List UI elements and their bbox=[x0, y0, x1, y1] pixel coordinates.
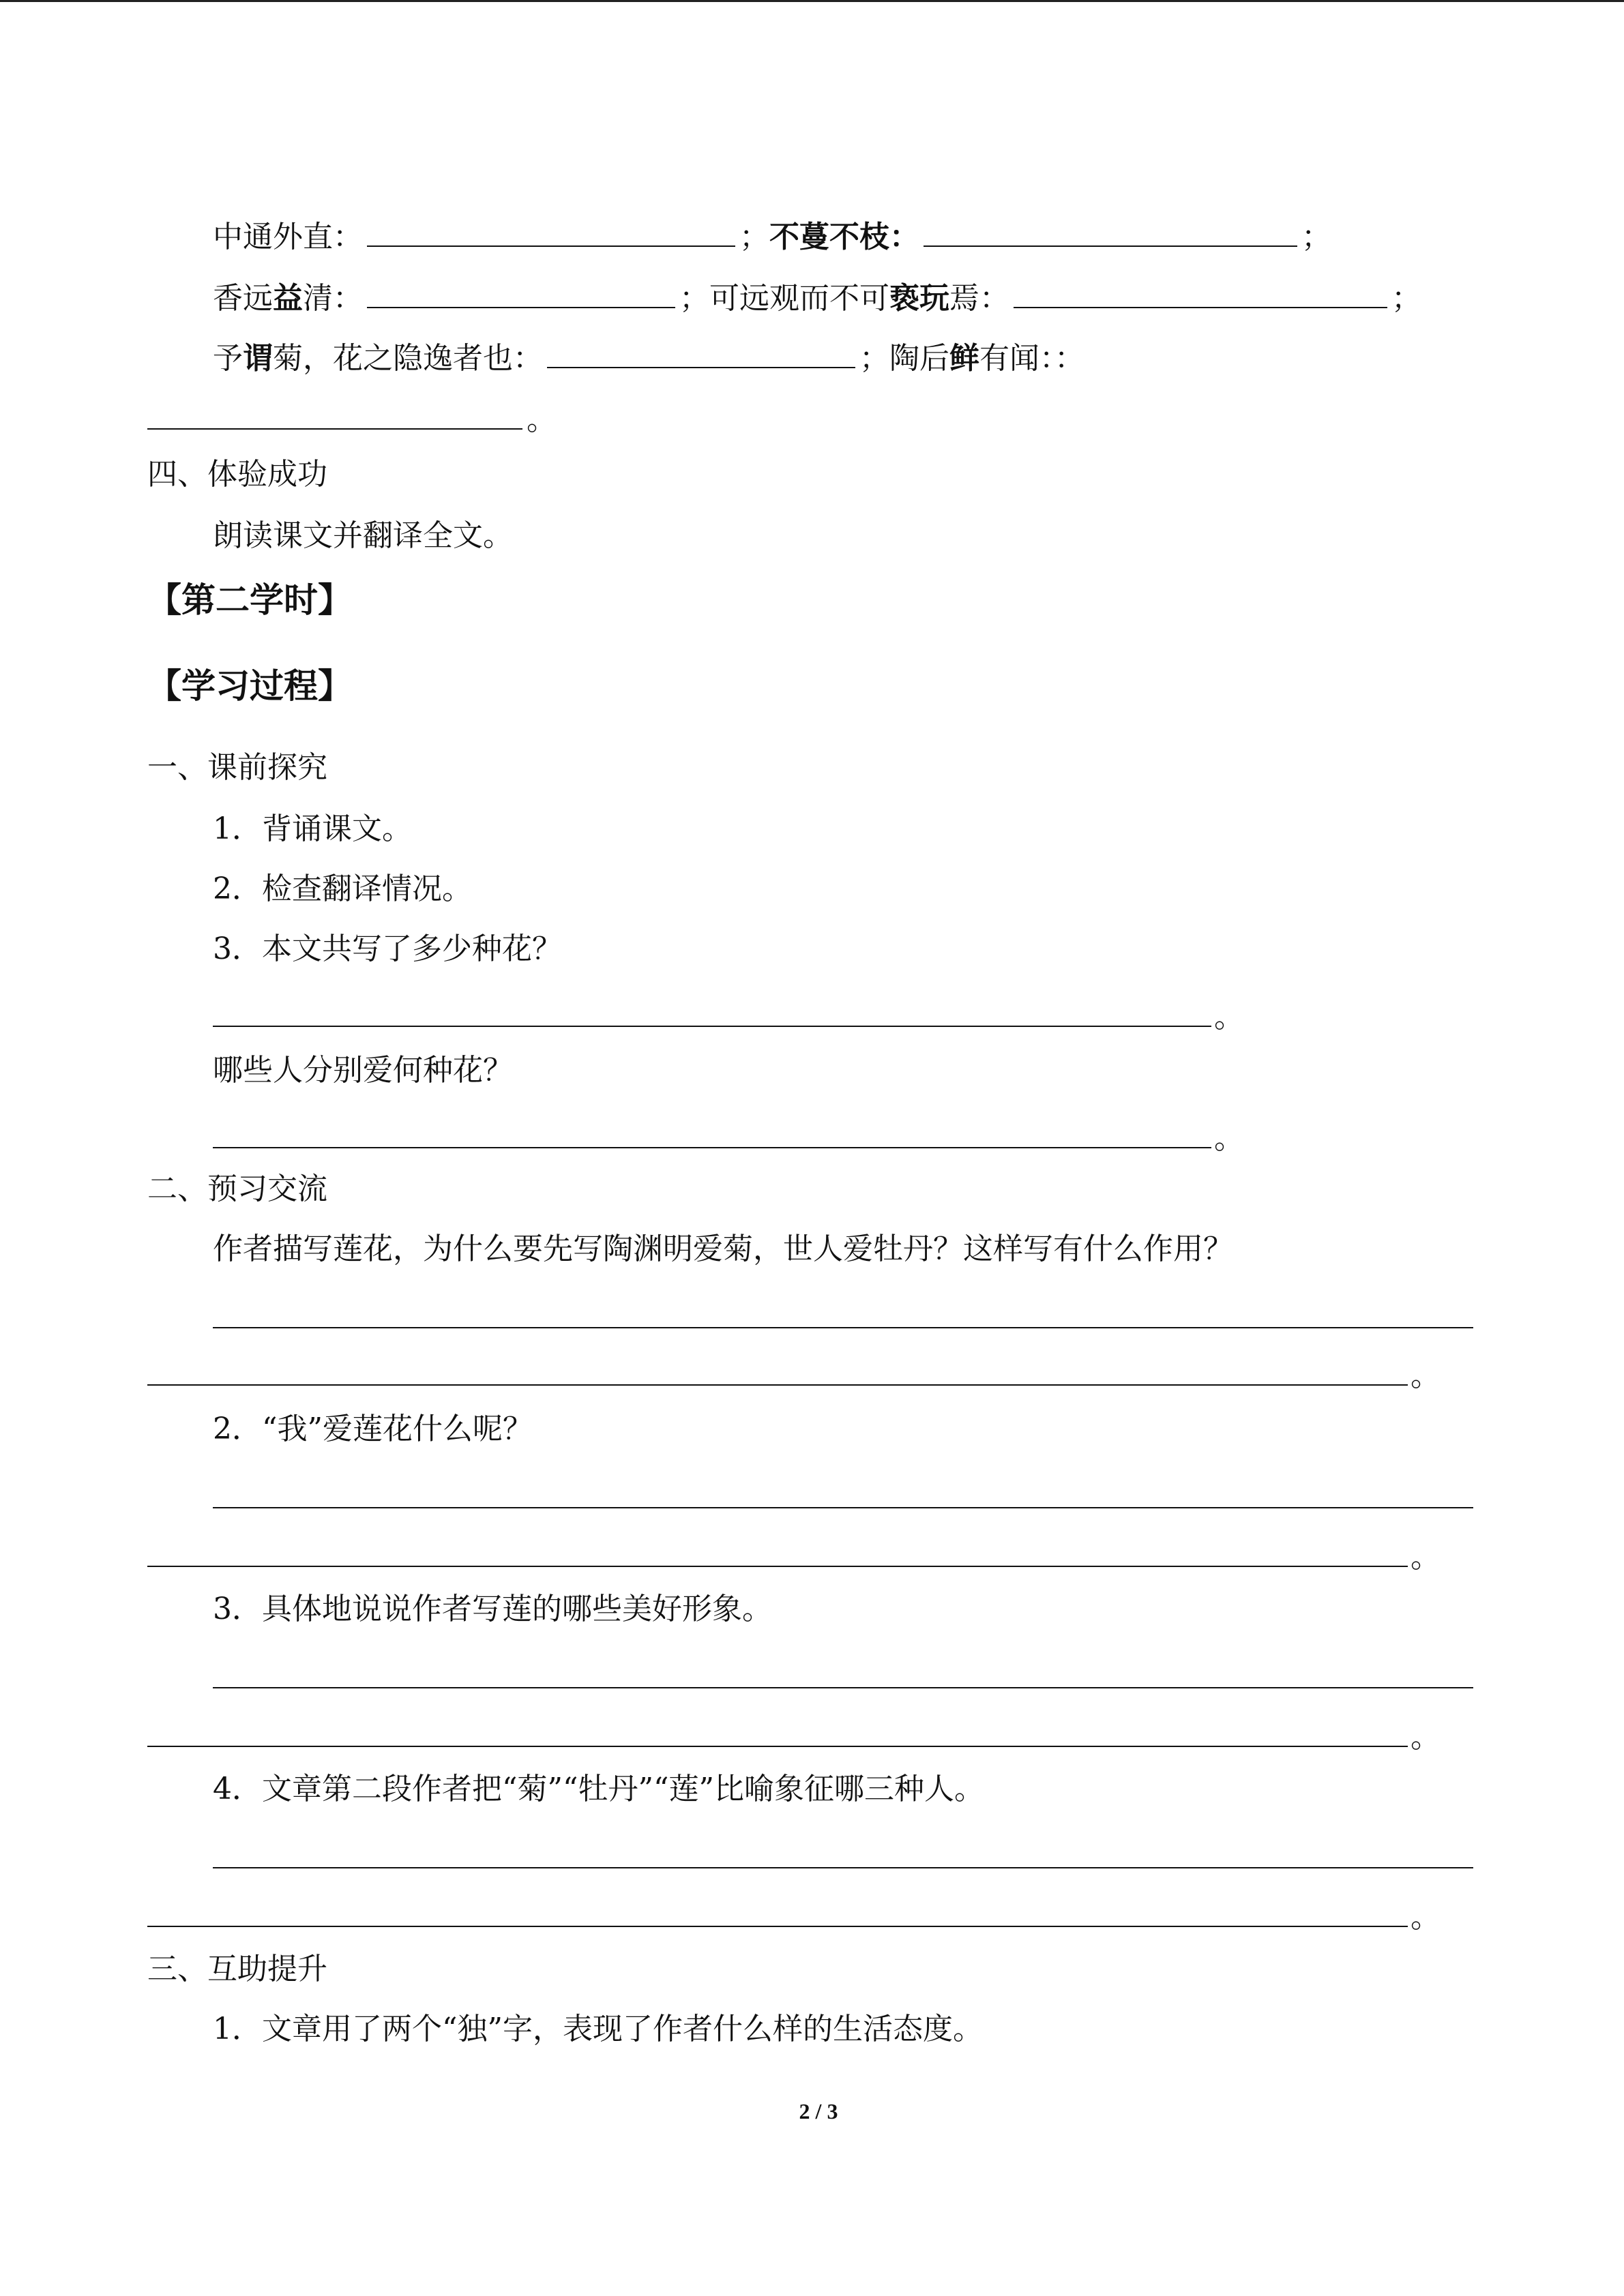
separator: ； bbox=[1391, 281, 1421, 316]
answer-line[interactable] bbox=[213, 1867, 1473, 1868]
key-char: 亵玩 bbox=[889, 281, 949, 316]
question: 哪些人分别爱何种花？ bbox=[213, 1053, 513, 1088]
key-char: 益 bbox=[273, 281, 303, 316]
answer-line[interactable] bbox=[213, 1327, 1473, 1328]
period: 。 bbox=[1411, 1358, 1441, 1393]
vocab-row-3 bbox=[213, 337, 1084, 378]
answer-blank[interactable] bbox=[147, 398, 522, 430]
section-title: 四、体验成功 bbox=[147, 457, 327, 492]
vocab-text: 清： bbox=[303, 281, 363, 316]
answer-line[interactable] bbox=[213, 1507, 1473, 1508]
instruction-text: 朗读课文并翻译全文。 bbox=[213, 518, 513, 553]
period: 。 bbox=[527, 402, 557, 437]
vocab-text: 香远 bbox=[213, 281, 273, 316]
question: 1．文章用了两个“独”字，表现了作者什么样的生活态度。 bbox=[213, 2012, 983, 2046]
answer-line[interactable] bbox=[147, 1384, 1408, 1386]
answer-blank[interactable] bbox=[547, 337, 855, 368]
section-title: 一、课前探究 bbox=[147, 750, 327, 785]
question: 1．背诵课文。 bbox=[213, 811, 412, 846]
question: 4．文章第二段作者把“菊”“牡丹”“莲”比喻象征哪三种人。 bbox=[213, 1772, 984, 1806]
answer-line[interactable] bbox=[147, 1746, 1408, 1747]
answer-line[interactable] bbox=[147, 1926, 1408, 1927]
question: 2．“我”爱莲花什么呢？ bbox=[213, 1412, 533, 1446]
section-title: 二、预习交流 bbox=[147, 1172, 327, 1206]
vocab-text: 焉： bbox=[949, 281, 1009, 316]
top-border bbox=[0, 0, 1624, 2]
vocab-text: 可远观而不可 bbox=[709, 281, 889, 316]
section-title: 三、互助提升 bbox=[147, 1952, 327, 1986]
vocab-text: 予 bbox=[213, 341, 243, 376]
period: 。 bbox=[1214, 1000, 1244, 1034]
process-heading: 【学习过程】 bbox=[147, 666, 352, 706]
answer-blank[interactable] bbox=[924, 215, 1297, 247]
question: 2．检查翻译情况。 bbox=[213, 871, 472, 906]
separator: ； bbox=[679, 281, 709, 316]
page-number: 2 / 3 bbox=[799, 2099, 838, 2123]
vocab-row-2 bbox=[213, 277, 1421, 318]
answer-blank[interactable] bbox=[367, 215, 735, 247]
vocab-text: 陶后 bbox=[889, 341, 949, 376]
period: 。 bbox=[1411, 1900, 1441, 1935]
question: 3．本文共写了多少种花？ bbox=[213, 931, 562, 966]
separator: ； bbox=[1301, 220, 1331, 254]
answer-blank[interactable] bbox=[367, 277, 675, 308]
question: 3．具体地说说作者写莲的哪些美好形象。 bbox=[213, 1592, 772, 1626]
vocab-row-1 bbox=[213, 215, 1331, 256]
question: 作者描写莲花，为什么要先写陶渊明爱菊，世人爱牡丹？这样写有什么作用？ bbox=[213, 1232, 1233, 1266]
answer-line[interactable] bbox=[213, 1687, 1473, 1688]
separator: ； bbox=[739, 220, 769, 254]
vocab-text: 菊，花之隐逸者也： bbox=[273, 341, 543, 376]
vocab-label: 中通外直： bbox=[213, 220, 363, 254]
answer-line[interactable] bbox=[213, 1147, 1211, 1148]
period: 。 bbox=[1411, 1720, 1441, 1755]
vocab-text: 有闻：： bbox=[979, 341, 1084, 376]
separator: ； bbox=[859, 341, 889, 376]
key-char: 谓 bbox=[243, 341, 273, 376]
vocab-label: 不蔓不枝： bbox=[769, 220, 919, 254]
vocab-row-3-cont bbox=[147, 398, 557, 439]
answer-line[interactable] bbox=[147, 1566, 1408, 1567]
answer-blank[interactable] bbox=[1014, 277, 1387, 308]
lesson-heading: 【第二学时】 bbox=[147, 580, 352, 620]
answer-line[interactable] bbox=[213, 1026, 1211, 1027]
period: 。 bbox=[1214, 1121, 1244, 1156]
period: 。 bbox=[1411, 1540, 1441, 1575]
key-char: 鲜 bbox=[949, 341, 979, 376]
